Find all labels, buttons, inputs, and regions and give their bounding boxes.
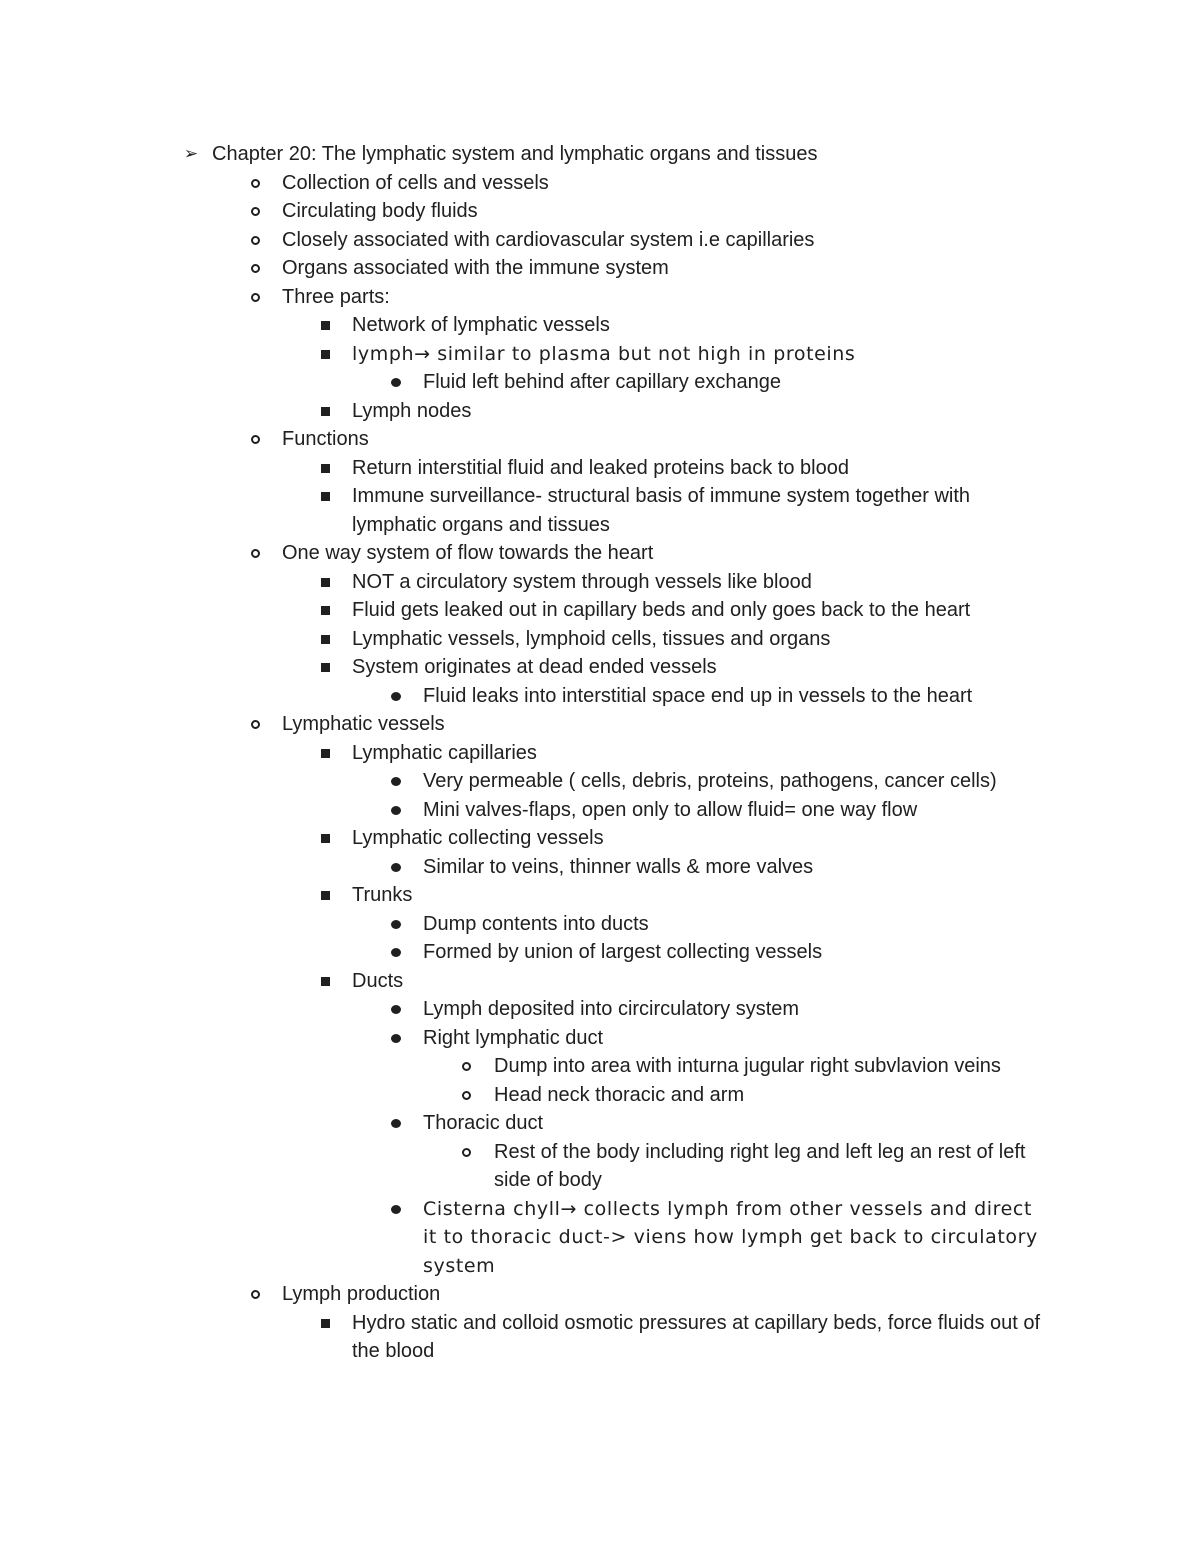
outline-item [0, 1309, 1050, 1366]
outline-item [0, 767, 1050, 796]
outline-item-text: Lymphatic vessels [282, 713, 445, 735]
outline-item [0, 796, 1050, 825]
circle-bullet-icon [240, 283, 270, 312]
outline-item [0, 482, 1050, 539]
outline-item [0, 653, 1050, 682]
outline-item [0, 368, 1050, 397]
outline-item [0, 938, 1050, 967]
circle-bullet-icon [240, 226, 270, 255]
outline-item-text: Cisterna chyll→ collects lymph from other vessels and direct it to thoracic duct-> viens how lymph get back to circulatory system [423, 1197, 1038, 1277]
outline-item [0, 853, 1050, 882]
outline-item-text: Ducts [352, 969, 404, 992]
circle-bullet-icon [240, 254, 270, 283]
notes-outline [0, 140, 1200, 1366]
disc-bullet-icon [381, 767, 411, 796]
disc-bullet-icon [381, 995, 411, 1024]
outline-item-text: System originates at dead ended vessels [352, 656, 717, 678]
outline-item-text: Lymph nodes [352, 399, 472, 422]
square-bullet-icon [310, 340, 340, 369]
outline-item [0, 710, 1050, 739]
outline-item-text: Chapter 20: The lymphatic system and lymphatic organs and tissues [212, 143, 818, 165]
outline-item-text: One way system of flow towards the heart [282, 542, 654, 564]
square-bullet-icon [310, 625, 340, 654]
outline-item [0, 1195, 1050, 1281]
outline-item [0, 1081, 1050, 1110]
outline-item-text: Thoracic duct [423, 1112, 544, 1134]
square-bullet-icon [310, 311, 340, 340]
outline-item [0, 1280, 1050, 1309]
outline-item-text: Mini valves-flaps, open only to allow fluid= one way flow [423, 798, 918, 821]
outline-item [0, 340, 1050, 369]
circle-bullet-icon [451, 1052, 481, 1081]
circle-bullet-icon [240, 197, 270, 226]
outline-item [0, 995, 1050, 1024]
circle-bullet-icon [240, 710, 270, 739]
square-bullet-icon [310, 454, 340, 483]
outline-item-text: Organs associated with the immune system [282, 257, 669, 279]
outline-item-text: Collection of cells and vessels [282, 171, 549, 194]
disc-bullet-icon [381, 1109, 411, 1138]
outline-item-text: Dump contents into ducts [423, 912, 649, 935]
outline-item-text: Three parts: [282, 285, 390, 308]
square-bullet-icon [310, 653, 340, 682]
outline-item-text: Fluid leaks into interstitial space end up in vessels to the heart [423, 684, 973, 707]
square-bullet-icon [310, 739, 340, 768]
outline-item [0, 397, 1050, 426]
outline-item [0, 1109, 1050, 1138]
circle-bullet-icon [240, 169, 270, 198]
outline-item [0, 226, 1050, 255]
outline-item [0, 625, 1050, 654]
square-bullet-icon [310, 824, 340, 853]
outline-item [0, 283, 1050, 312]
outline-item [0, 1024, 1050, 1053]
outline-item-text: Similar to veins, thinner walls & more valves [423, 855, 814, 878]
outline-item-text: Head neck thoracic and arm [494, 1083, 745, 1106]
outline-item-text: Fluid gets leaked out in capillary beds and only goes back to the heart [352, 599, 971, 621]
disc-bullet-icon [381, 368, 411, 397]
outline-item-text: Dump into area with inturna jugular right subvlavion veins [494, 1055, 1001, 1077]
outline-item [0, 169, 1050, 198]
outline-item-text: Immune surveillance- structural basis of immune system together with lymphatic organs and tissues [352, 485, 971, 536]
arrow-bullet-icon: ➢ [183, 144, 199, 163]
outline-item-text: Lymphatic capillaries [352, 741, 537, 764]
outline-item [0, 682, 1050, 711]
outline-item-text: Lymphatic collecting vessels [352, 827, 604, 849]
outline-item-text: Formed by union of largest collecting vessels [423, 941, 823, 963]
outline-item [0, 197, 1050, 226]
outline-item-text: Right lymphatic duct [423, 1026, 604, 1049]
disc-bullet-icon [381, 938, 411, 967]
square-bullet-icon [310, 397, 340, 426]
square-bullet-icon [310, 1309, 340, 1338]
outline-item-text: Hydro static and colloid osmotic pressures at capillary beds, force fluids out of the blood [352, 1311, 1041, 1362]
disc-bullet-icon [381, 1195, 411, 1224]
square-bullet-icon [310, 967, 340, 996]
disc-bullet-icon [381, 796, 411, 825]
outline-item-text: Very permeable ( cells, debris, proteins, pathogens, cancer cells) [423, 770, 997, 792]
outline-item [0, 311, 1050, 340]
outline-item [0, 967, 1050, 996]
outline-item [0, 454, 1050, 483]
outline-item-text: Lymphatic vessels, lymphoid cells, tissues and organs [352, 627, 831, 650]
outline-item-text: Lymph deposited into circirculatory system [423, 998, 800, 1020]
circle-bullet-icon [240, 425, 270, 454]
outline-item [0, 881, 1050, 910]
circle-bullet-icon [451, 1138, 481, 1167]
outline-item [0, 539, 1050, 568]
outline-item-text: Lymph production [282, 1283, 441, 1305]
square-bullet-icon [310, 568, 340, 597]
outline-item-text: Return interstitial fluid and leaked proteins back to blood [352, 456, 849, 479]
circle-bullet-icon [240, 1280, 270, 1309]
outline-item [0, 910, 1050, 939]
square-bullet-icon [310, 881, 340, 910]
outline-item-text: Rest of the body including right leg and left leg an rest of left side of body [494, 1140, 1026, 1191]
outline-item-text: Circulating body fluids [282, 200, 478, 222]
outline-item [0, 568, 1050, 597]
square-bullet-icon [310, 596, 340, 625]
square-bullet-icon [310, 482, 340, 511]
outline-item [0, 1138, 1050, 1195]
outline-item [0, 739, 1050, 768]
disc-bullet-icon [381, 682, 411, 711]
outline-item-text: Trunks [352, 884, 413, 906]
disc-bullet-icon [381, 910, 411, 939]
outline-item-text: Closely associated with cardiovascular system i.e capillaries [282, 228, 815, 251]
circle-bullet-icon [451, 1081, 481, 1110]
outline-item [0, 254, 1050, 283]
outline-item [0, 140, 1050, 169]
outline-item-text: Network of lymphatic vessels [352, 314, 610, 336]
outline-item-text: lymph→ similar to plasma but not high in proteins [352, 342, 856, 365]
outline-item-text: Fluid left behind after capillary exchange [423, 371, 781, 393]
disc-bullet-icon [381, 853, 411, 882]
outline-item [0, 1052, 1050, 1081]
outline-item-text: Functions [282, 428, 369, 450]
outline-item [0, 425, 1050, 454]
circle-bullet-icon [240, 539, 270, 568]
outline-item [0, 596, 1050, 625]
outline-item [0, 824, 1050, 853]
disc-bullet-icon [381, 1024, 411, 1053]
outline-item-text: NOT a circulatory system through vessels like blood [352, 570, 812, 593]
